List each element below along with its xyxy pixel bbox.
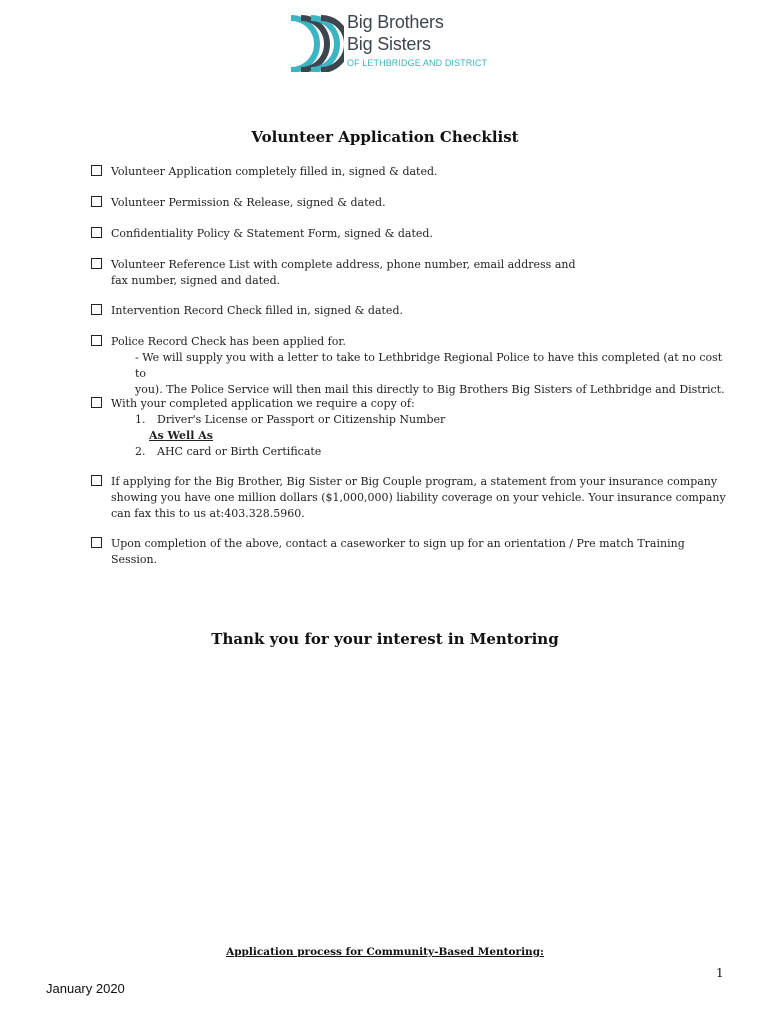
checklist-item-intervention bbox=[91, 303, 731, 319]
process-heading: Application process for Community-Based Mentoring: bbox=[226, 946, 544, 958]
list-text: AHC card or Birth Certificate bbox=[157, 445, 322, 458]
checkbox[interactable] bbox=[91, 335, 102, 346]
checkbox[interactable] bbox=[91, 537, 102, 548]
checklist-item-confidentiality bbox=[91, 226, 731, 242]
footer-date: January 2020 bbox=[46, 981, 125, 996]
page-number: 1 bbox=[716, 966, 724, 980]
list-item bbox=[91, 444, 731, 460]
checkbox[interactable] bbox=[91, 258, 102, 269]
item-text: Confidentiality Policy & Statement Form, signed & dated. bbox=[111, 227, 433, 240]
list-text: Driver's License or Passport or Citizenship Number bbox=[157, 413, 446, 426]
item-subtext: - We will supply you with a letter to take to Lethbridge Regional Police to have this completed (at no cost to bbox=[135, 351, 723, 380]
checklist-item-orientation bbox=[91, 536, 731, 568]
item-text: With your completed application we require a copy of: bbox=[111, 397, 415, 410]
list-item bbox=[91, 412, 731, 428]
item-text: If applying for the Big Brother, Big Sister or Big Couple program, a statement from your insurance company bbox=[111, 475, 718, 488]
checkbox[interactable] bbox=[91, 196, 102, 207]
checklist-item-permission bbox=[91, 195, 731, 211]
checkbox[interactable] bbox=[91, 475, 102, 486]
checkbox[interactable] bbox=[91, 304, 102, 315]
item-text: can fax this to us at:403.328.5960. bbox=[111, 507, 305, 520]
logo bbox=[288, 10, 488, 72]
checkbox[interactable] bbox=[91, 397, 102, 408]
page-title: Volunteer Application Checklist bbox=[251, 128, 519, 146]
checklist-item-documents bbox=[91, 396, 731, 460]
checklist-item-references bbox=[91, 257, 731, 289]
item-text: showing you have one million dollars ($1,000,000) liability coverage on your vehicle. Your insurance company bbox=[111, 491, 726, 504]
logo-line2: Big Sisters bbox=[347, 34, 431, 54]
checkbox[interactable] bbox=[91, 227, 102, 238]
item-text: Volunteer Permission & Release, signed & dated. bbox=[111, 196, 386, 209]
item-text: Volunteer Reference List with complete address, phone number, email address and bbox=[111, 258, 576, 271]
item-subtext: you). The Police Service will then mail this directly to Big Brothers Big Sisters of Lethbridge and District. bbox=[135, 383, 725, 396]
item-text: Intervention Record Check filled in, signed & dated. bbox=[111, 304, 403, 317]
thank-you-heading: Thank you for your interest in Mentoring bbox=[211, 630, 559, 648]
item-text: Police Record Check has been applied for. bbox=[111, 335, 346, 348]
as-well-as-label: As Well As bbox=[149, 429, 213, 442]
checklist-item-insurance bbox=[91, 474, 731, 522]
logo-line1: Big Brothers bbox=[347, 12, 444, 32]
list-number: 1. bbox=[135, 413, 146, 426]
list-number: 2. bbox=[135, 445, 146, 458]
checkbox[interactable] bbox=[91, 165, 102, 176]
item-text: Volunteer Application completely filled in, signed & dated. bbox=[111, 165, 438, 178]
bbbs-arc-logo-icon bbox=[288, 12, 344, 72]
item-text: fax number, signed and dated. bbox=[111, 274, 281, 287]
item-text: Upon completion of the above, contact a caseworker to sign up for an orientation / Pre match Training Session. bbox=[111, 537, 685, 566]
checklist-item-application bbox=[91, 164, 731, 180]
checklist-item-police-check bbox=[91, 334, 731, 398]
logo-subtitle: OF LETHBRIDGE AND DISTRICT bbox=[347, 58, 488, 68]
